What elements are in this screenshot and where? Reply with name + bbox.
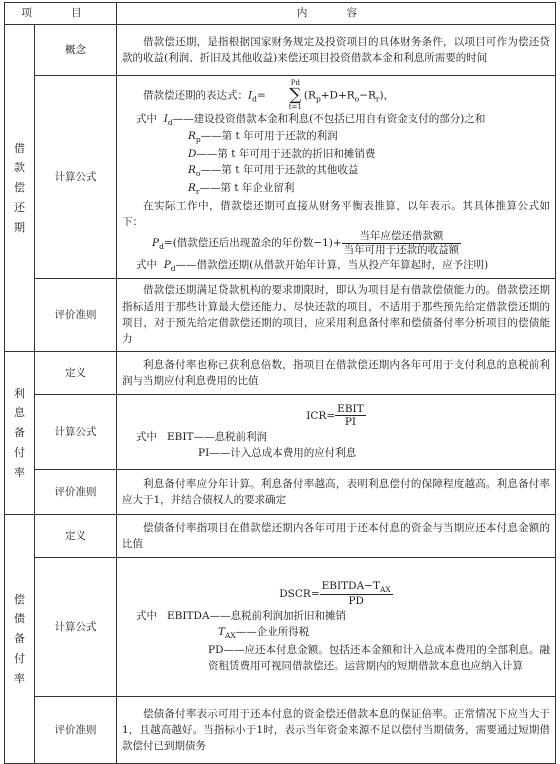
definition-row: PI——计入总成本费用的应付利息 [198,447,357,460]
table-row [5,515,556,558]
row-label: 概念 [35,25,117,76]
definition-row: 式中 EBITDA——息税前利润加折旧和摊销 [136,609,347,622]
formula-line: 借款偿还期的表达式：$I_d=$ Pd ∑ t=1 $(R_p+D+R_o-R_r)$， [143,78,395,111]
row-content: 借款偿还期，是指根据国家财务规定及投资项目的具体财务条件，以项目可作为偿还贷款的收益(利润、折旧及其他收益)来偿还项目投资借款本金和利息所需要的时间 [117,25,556,76]
row-label: 评价准则 [35,279,117,352]
dscr-formula: DSCR= $\frac{EBITDA-T_{AX}}{PD}$ [279,579,391,607]
pd-formula: $P_d=$(借款偿还后出现盈余的年份数−1)+ $\frac{\text{当年应偿还借款额}}{\text{当年可用于还款的收益额}}$ [152,230,460,256]
row-label: 评价准则 [35,470,117,515]
row-label: 计算公式 [35,76,117,279]
table-row [5,470,556,515]
definition-row: $R_p——$第 t 年可用于还款的利润 [188,130,338,145]
row-content: 偿债备付率表示可用于还本付息的资金偿还借款本息的保证倍率。正常情况下应当大于1，且越高越好。当指标小于1时，表示当年资金来源不足以偿付当期债务，需要通过短期借款偿付已到期债务 [117,697,556,764]
definition-row: 式中 $I_d——$建设投资借款本金和利息(不包括已用自有资金支付的部分)之和 [136,112,486,127]
group-label-debt-service-coverage: 偿 债 备 付 率 [5,515,35,764]
row-label: 计算公式 [35,395,117,470]
definition-row: 式中 EBIT——息税前利润 [136,430,268,443]
definition-row: $R_o——$第 t 年可用于还款的其他收益 [188,164,359,179]
comparison-table [4,2,556,764]
formula-cell [117,76,556,279]
row-content: 偿债备付率指项目在借款偿还期内各年可用于还本付息的资金与当期应还本付息金额的比值 [117,515,556,558]
table-row [5,76,556,279]
group-label-interest-coverage: 利 息 备 付 率 [5,352,35,515]
definition-row: PD——应还本付息金额。包括还本金额和计入总成本费用的全部利息。融资租赁费用可视同借款偿还。运营期内的短期借款本息也应纳入计算 [208,643,550,672]
row-content: 利息备付率也称已获利息倍数，指项目在借款偿还期内各年可用于支付利息的息税前利润与当期应付利息费用的比值 [117,352,556,395]
icr-formula: ICR= $\frac{\text{EBIT}}{PI}$ [306,402,364,429]
definition-row: $R_r——$第 t 年企业留利 [188,182,295,197]
row-label: 计算公式 [35,558,117,697]
row-content: 借款偿还期满足贷款机构的要求期限时，即认为项目是有借款偿债能力的。借款偿还期指标适用于那些计算最大偿还能力、尽快还款的项目，不适用于那些预先给定借款偿还期的项目，对于预先给定借款偿还期的项目，应采用利息备付率和偿债备付率分析项目的偿债能力 [117,279,556,352]
formula-cell [117,395,556,470]
table-row [5,25,556,76]
definition-row: $T_{AX}——$企业所得税 [218,625,310,640]
table-header-row [5,3,556,25]
header-project: 项 目 [5,3,117,25]
row-label: 评价准则 [35,697,117,764]
group-label-repayment-period: 借 款 偿 还 期 [5,25,35,352]
table-row [5,279,556,352]
definition-row: 式中 $P_d——$借款偿还期(从借款开始年计算，当从投产年算起时，应予注明) [136,258,489,273]
header-content: 内 容 [117,3,556,25]
row-label: 定义 [35,352,117,395]
row-label: 定义 [35,515,117,558]
practice-note: 在实际工作中，借款偿还期可直接从财务平衡表推算，以年表示。其具体推算公式如下： [122,199,550,229]
table-row [5,352,556,395]
table-row [5,558,556,697]
table-row [5,395,556,470]
table-row [5,697,556,764]
row-content: 利息备付率应分年计算。利息备付率越高，表明利息偿付的保障程度越高。利息备付率应大于1，并结合债权人的要求确定 [117,470,556,515]
formula-cell [117,558,556,697]
definition-row: D——第 t 年可用于还款的折旧和摊销费 [188,148,376,161]
